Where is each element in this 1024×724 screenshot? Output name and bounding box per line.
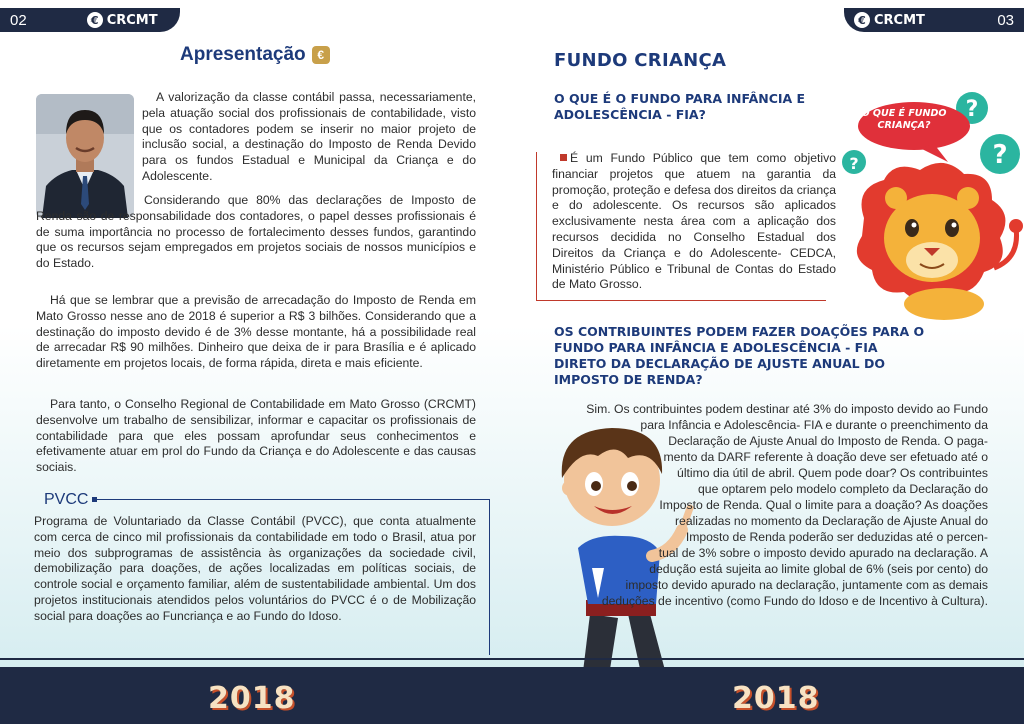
fundo-crianca-title: FUNDO CRIANÇA xyxy=(554,50,727,71)
answer-2-line: Imposto de Renda. Qual o limite para a doação? As doações xyxy=(659,498,988,512)
answer-2-line: tual de 3% sobre o imposto devido apurado na declaração. A xyxy=(658,546,988,560)
crcmt-logo-text-right: CRCMT xyxy=(874,12,925,28)
paragraph-2 xyxy=(36,193,476,272)
page-number-right: 03 xyxy=(997,11,1014,29)
crcmt-emblem-icon: € xyxy=(312,46,330,64)
footer-band xyxy=(0,667,1024,724)
answer-box-left-rule xyxy=(536,152,537,300)
paragraph-1: A valorização da classe contábil passa, necessariamente, pela atuação social dos profissionais de contabilidade, visto que os contadores podem se inserir no maior projeto de inclusão social, a destinação do Imposto de Renda Devido para os fundos Estadual e Municipal da Criança e do Adolescente. xyxy=(142,90,476,183)
answer-2-line: Imposto de Renda poderão ser deduzidas até o percen- xyxy=(685,530,988,544)
answer-2-line: dedução está sujeita ao limite global de 6% (seis por cento) do xyxy=(649,562,988,576)
right-header-bar xyxy=(844,8,1024,32)
pvcc-divider xyxy=(96,499,490,500)
pvcc-paragraph: Programa de Voluntariado da Classe Contábil (PVCC), que conta atualmente com cerca de cinco mil profissionais da contabilidade em todo o Brasil, atua por meio dos subprogramas de assistência às organizações da sociedade civil, demobilização para doações, de ações localizadas em políticas sociais, de controle social e orçamento familiar, além de sustentabilidade ambiental. Um dos projetos institucionais atendidos pelos voluntários do PVCC é o de Mobilização social para doações ao Funcriança e ao Fundo do Idoso. xyxy=(34,514,476,623)
answer-2-line: deduções de incentivo (como Fundo do Idoso e de Incentivo à Cultura). xyxy=(601,594,988,608)
answer-2-line: Declaração de Ajuste Anual do Imposto de Renda. O paga- xyxy=(668,434,988,448)
svg-text:?: ? xyxy=(965,97,979,122)
page-number-left: 02 xyxy=(10,11,27,29)
answer-1-text: É um Fundo Público que tem como objetivo financiar projetos que atuem na garantia da promoção, proteção e defesa dos direitos da criança e do adolescente. Os recursos são aplicados exclusivamente nesta área com a aplicação dos recursos decidida no Conselho Estadual dos Direitos da Criança e do Adolescente- CEDCA, Ministério Público e Tribunal de Contas do Estado de Mato Grosso. xyxy=(552,151,836,292)
answer-2-line: imposto devido apurado na declaração, juntamente com as demais xyxy=(625,578,988,592)
year-right: 2018 xyxy=(732,681,820,716)
crcmt-logo xyxy=(87,12,158,28)
apresentacao-title-text: Apresentação xyxy=(180,44,306,65)
footer-rule xyxy=(0,658,1024,660)
answer-2-text xyxy=(568,401,988,609)
question-1-heading: O QUE É O FUNDO PARA INFÂNCIA E ADOLESCÊNCIA - FIA? xyxy=(554,91,806,122)
answer-2-line: último dia útil de abril. Quem pode doar? Os contribuintes xyxy=(677,466,988,480)
paragraph-4: Para tanto, o Conselho Regional de Contabilidade em Mato Grosso (CRCMT) desenvolve um trabalho de sensibilizar, informar e capacitar os profissionais de contabilidade para que eles possam aprofundar seus conhecimentos e efetivamente atuar em prol do Fundo da Criança e do Adolescente e das causas sociais. xyxy=(36,397,476,475)
paragraph-3: Há que se lembrar que a previsão de arrecadação do Imposto de Renda em Mato Grosso nesse ano de 2018 é superior a R$ 3 bilhões. Considerando que a destinação do imposto devido é de 3% desse montante, há a possibilidade real de arrecadar R$ 90 milhões. Dinheiro que deixa de ir para Brasília e é aplicado diretamente em projetos locais, de forma rápida, direta e mais eficiente. xyxy=(36,293,476,371)
right-page xyxy=(512,0,1024,724)
paragraph-2-text: Considerando que 80% das declarações de Imposto de Renda são de responsabilidade dos contadores, o papel desses profissionais é de suma importância no processo de fortalecimento desses fundos, garantindo que os recursos sejam empregados em projetos sociais de nossos municípios e do Estado. xyxy=(36,193,476,271)
speech-bubble-text: O QUE É FUNDO CRIANÇA? xyxy=(861,108,947,131)
left-header-bar xyxy=(0,8,180,32)
year-left: 2018 xyxy=(208,681,296,716)
svg-text:?: ? xyxy=(849,154,859,173)
answer-2-line: realizadas no momento da Declaração de Ajuste Anual do xyxy=(674,514,988,528)
crcmt-logo-icon-right: € xyxy=(854,12,870,28)
question-2-heading: OS CONTRIBUINTES PODEM FAZER DOAÇÕES PARA O FUNDO PARA INFÂNCIA E ADOLESCÊNCIA - FIA DIRETO DA DECLARAÇÃO DE AJUSTE ANUAL DO IMPOSTO DE RENDA? xyxy=(554,324,925,387)
crcmt-logo-icon: € xyxy=(87,12,103,28)
answer-box-bottom-rule xyxy=(536,300,826,301)
crcmt-logo-text: CRCMT xyxy=(106,12,158,28)
answer-2-line: para Infância e Adolescência- FIA e durante o preenchimento da xyxy=(640,418,988,432)
answer-2-line: que optarem pelo modelo completo da Declaração do xyxy=(698,482,988,496)
crcmt-logo-right xyxy=(854,12,925,28)
answer-2-line: Sim. Os contribuintes podem destinar até 3% do imposto devido ao Fundo xyxy=(586,402,988,416)
pvcc-heading: PVCC xyxy=(44,491,89,508)
pvcc-vertical-rule xyxy=(489,499,490,655)
page-title-apresentacao xyxy=(180,44,330,66)
svg-text:?: ? xyxy=(992,140,1008,170)
answer-2-line: mento da DARF referente à doação deve ser efetuado até o xyxy=(663,450,988,464)
